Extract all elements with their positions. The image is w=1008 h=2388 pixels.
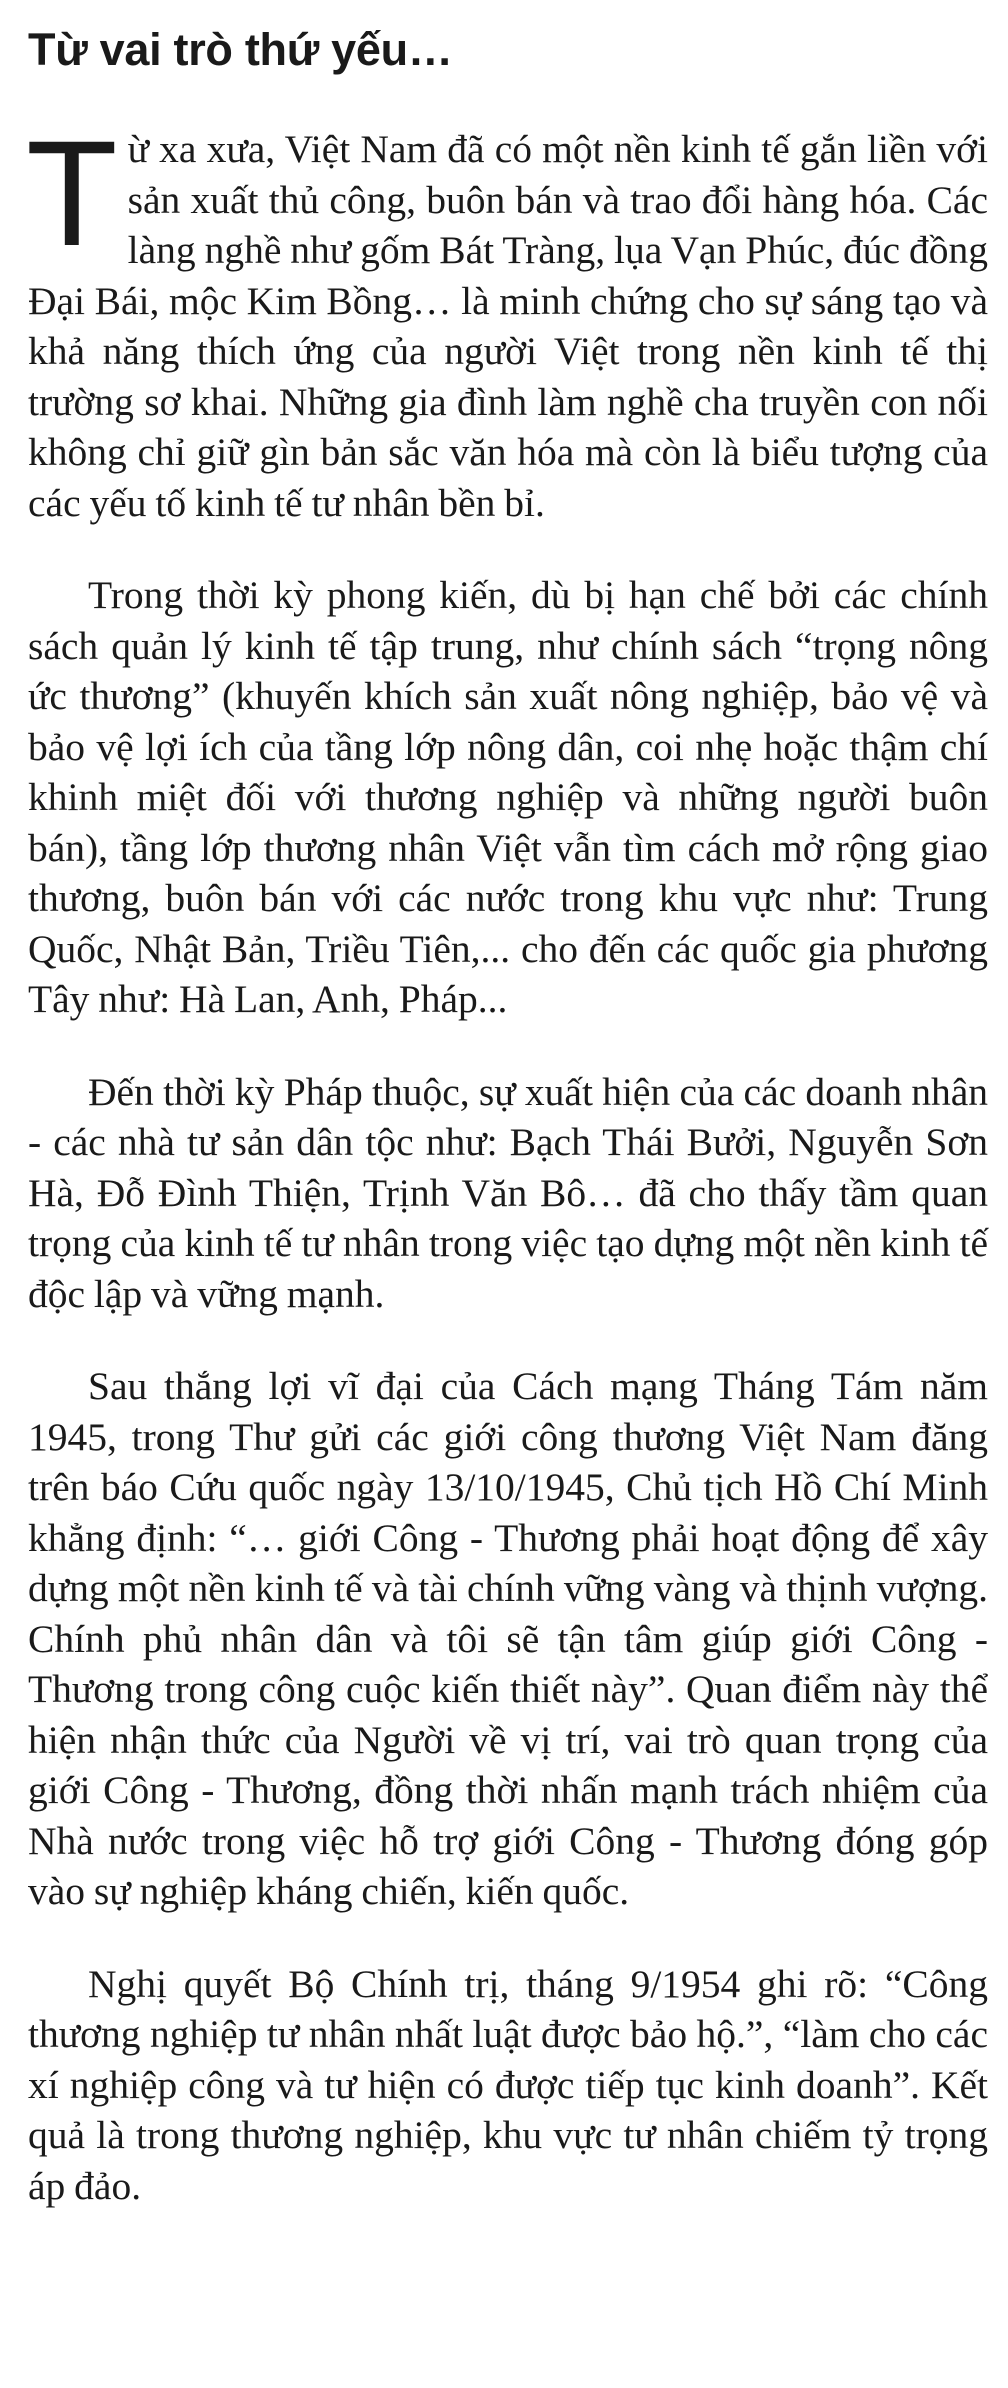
paragraph-3: Đến thời kỳ Pháp thuộc, sự xuất hiện của các doanh nhân - các nhà tư sản dân tộc như: Bạch Thái Bưởi, Nguyễn Sơn Hà, Đỗ Đình Thiện, Trịnh Văn Bô… đã cho thấy tầm quan trọng của kinh tế tư nhân trong việc tạo dựng một nền kinh tế độc lập và vững mạnh.	[28, 1069, 988, 1316]
paragraph-1-text: ừ xa xưa, Việt Nam đã có một nền kinh tế gắn liền với sản xuất thủ công, buôn bán và trao đổi hàng hóa. Các làng nghề như gốm Bát Tràng, lụa Vạn Phúc, đúc đồng Đại Bái, mộc Kim Bồng… là minh chứng cho sự sáng tạo và khả năng thích ứng của người Việt trong nền kinh tế thị trường sơ khai. Những gia đình làm nghề cha truyền con nối không chỉ giữ gìn bản sắc văn hóa mà còn là biểu tượng của các yếu tố kinh tế tư nhân bền bỉ.	[28, 127, 988, 525]
drop-cap: T	[26, 109, 118, 277]
paragraph-4: Sau thắng lợi vĩ đại của Cách mạng Tháng Tám năm 1945, trong Thư gửi các giới công thương Việt Nam đăng trên báo Cứu quốc ngày 13/10/1945, Chủ tịch Hồ Chí Minh khẳng định: “… giới Công - Thương phải hoạt động để xây dựng một nền kinh tế và tài chính vững vàng và thịnh vượng. Chính phủ nhân dân và tôi sẽ tận tâm giúp giới Công - Thương trong công cuộc kiến thiết này”. Quan điểm này thể hiện nhận thức của Người về vị trí, vai trò quan trọng của giới Công - Thương, đồng thời nhấn mạnh trách nhiệm của Nhà nước trong việc hỗ trợ giới Công - Thương đóng góp vào sự nghiệp kháng chiến, kiến quốc.	[28, 1364, 988, 1913]
paragraph-1	[26, 109, 988, 528]
paragraph-2: Trong thời kỳ phong kiến, dù bị hạn chế bởi các chính sách quản lý kinh tế tập trung, như chính sách “trọng nông ức thương” (khuyến khích sản xuất nông nghiệp, bảo vệ và bảo vệ lợi ích của tầng lớp nông dân, coi nhẹ hoặc thậm chí khinh miệt đối với thương nghiệp và những người buôn bán), tầng lớp thương nhân Việt vẫn tìm cách mở rộng giao thương, buôn bán với các nước trong khu vực như: Trung Quốc, Nhật Bản, Triều Tiên,... cho đến các quốc gia phương Tây như: Hà Lan, Anh, Pháp...	[28, 573, 988, 1021]
article	[28, 0, 988, 2211]
paragraph-5: Nghị quyết Bộ Chính trị, tháng 9/1954 ghi rõ: “Công thương nghiệp tư nhân nhất luật được bảo hộ.”, “làm cho các xí nghiệp công và tư hiện có được tiếp tục kinh doanh”. Kết quả là trong thương nghiệp, khu vực tư nhân chiếm tỷ trọng áp đảo.	[28, 1961, 988, 2208]
section-heading: Từ vai trò thứ yếu…	[28, 24, 453, 75]
